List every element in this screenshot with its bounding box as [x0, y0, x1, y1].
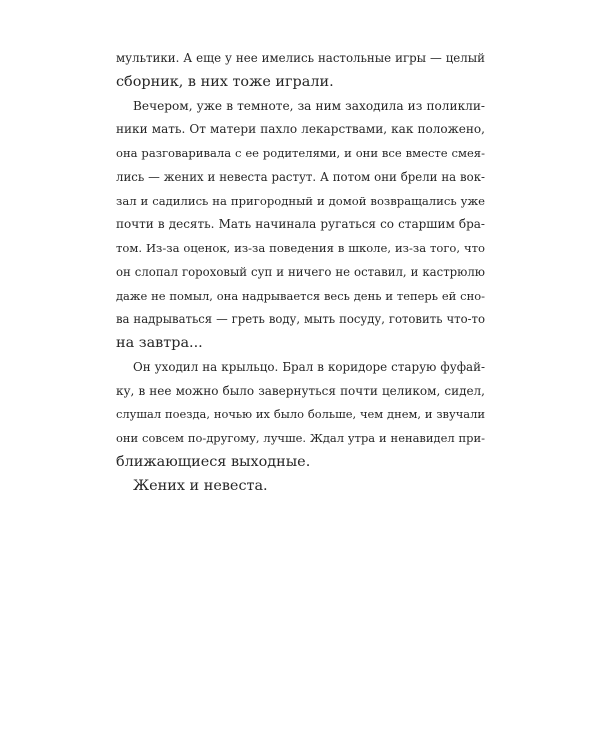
text-line: Вечером, уже в темноте, за ним заходила из поликли- — [133, 98, 485, 113]
text-line: зал и садились на пригородный и домой возвращались уже — [116, 193, 485, 208]
text-line: лись — жених и невеста растут. А потом они брели на вок- — [116, 169, 485, 184]
text-line: Он уходил на крыльцо. Брал в коридоре старую фуфай- — [133, 359, 485, 374]
text-line: Жених и невеста. — [133, 477, 268, 494]
text-line: сборник, в них тоже играли. — [116, 73, 334, 90]
text-line: ку, в нее можно было завернуться почти целиком, сидел, — [116, 383, 485, 398]
paragraph — [116, 475, 485, 499]
text-line: на завтра... — [116, 335, 203, 351]
paragraph — [116, 356, 485, 475]
page-text — [116, 47, 485, 498]
text-line: ники мать. От матери пахло лекарствами, как положено, — [116, 122, 485, 137]
text-line: мультики. А еще у нее имелись настольные игры — целый — [116, 51, 485, 65]
text-line: слушал поезда, ночью их было больше, чем днем, и звучали — [116, 407, 485, 422]
text-line: ва надрываться — греть воду, мыть посуду, готовить что-то — [116, 312, 485, 327]
text-line: она разговаривала с ее родителями, и они все вместе смея- — [116, 146, 485, 160]
text-line: ближающиеся выходные. — [116, 453, 311, 470]
paragraph — [116, 95, 485, 356]
paragraph — [116, 47, 485, 95]
text-line: он слопал гороховый суп и ничего не оставил, и кастрюлю — [116, 264, 485, 279]
text-line: том. Из-за оценок, из-за поведения в школе, из-за того, что — [116, 241, 485, 255]
text-line: они совсем по-другому, лучше. Ждал утра и ненавидел при- — [116, 431, 485, 445]
text-line: даже не помыл, она надрывается весь день и теперь ей сно- — [116, 288, 485, 303]
text-line: почти в десять. Мать начинала ругаться со старшим бра- — [116, 217, 485, 232]
